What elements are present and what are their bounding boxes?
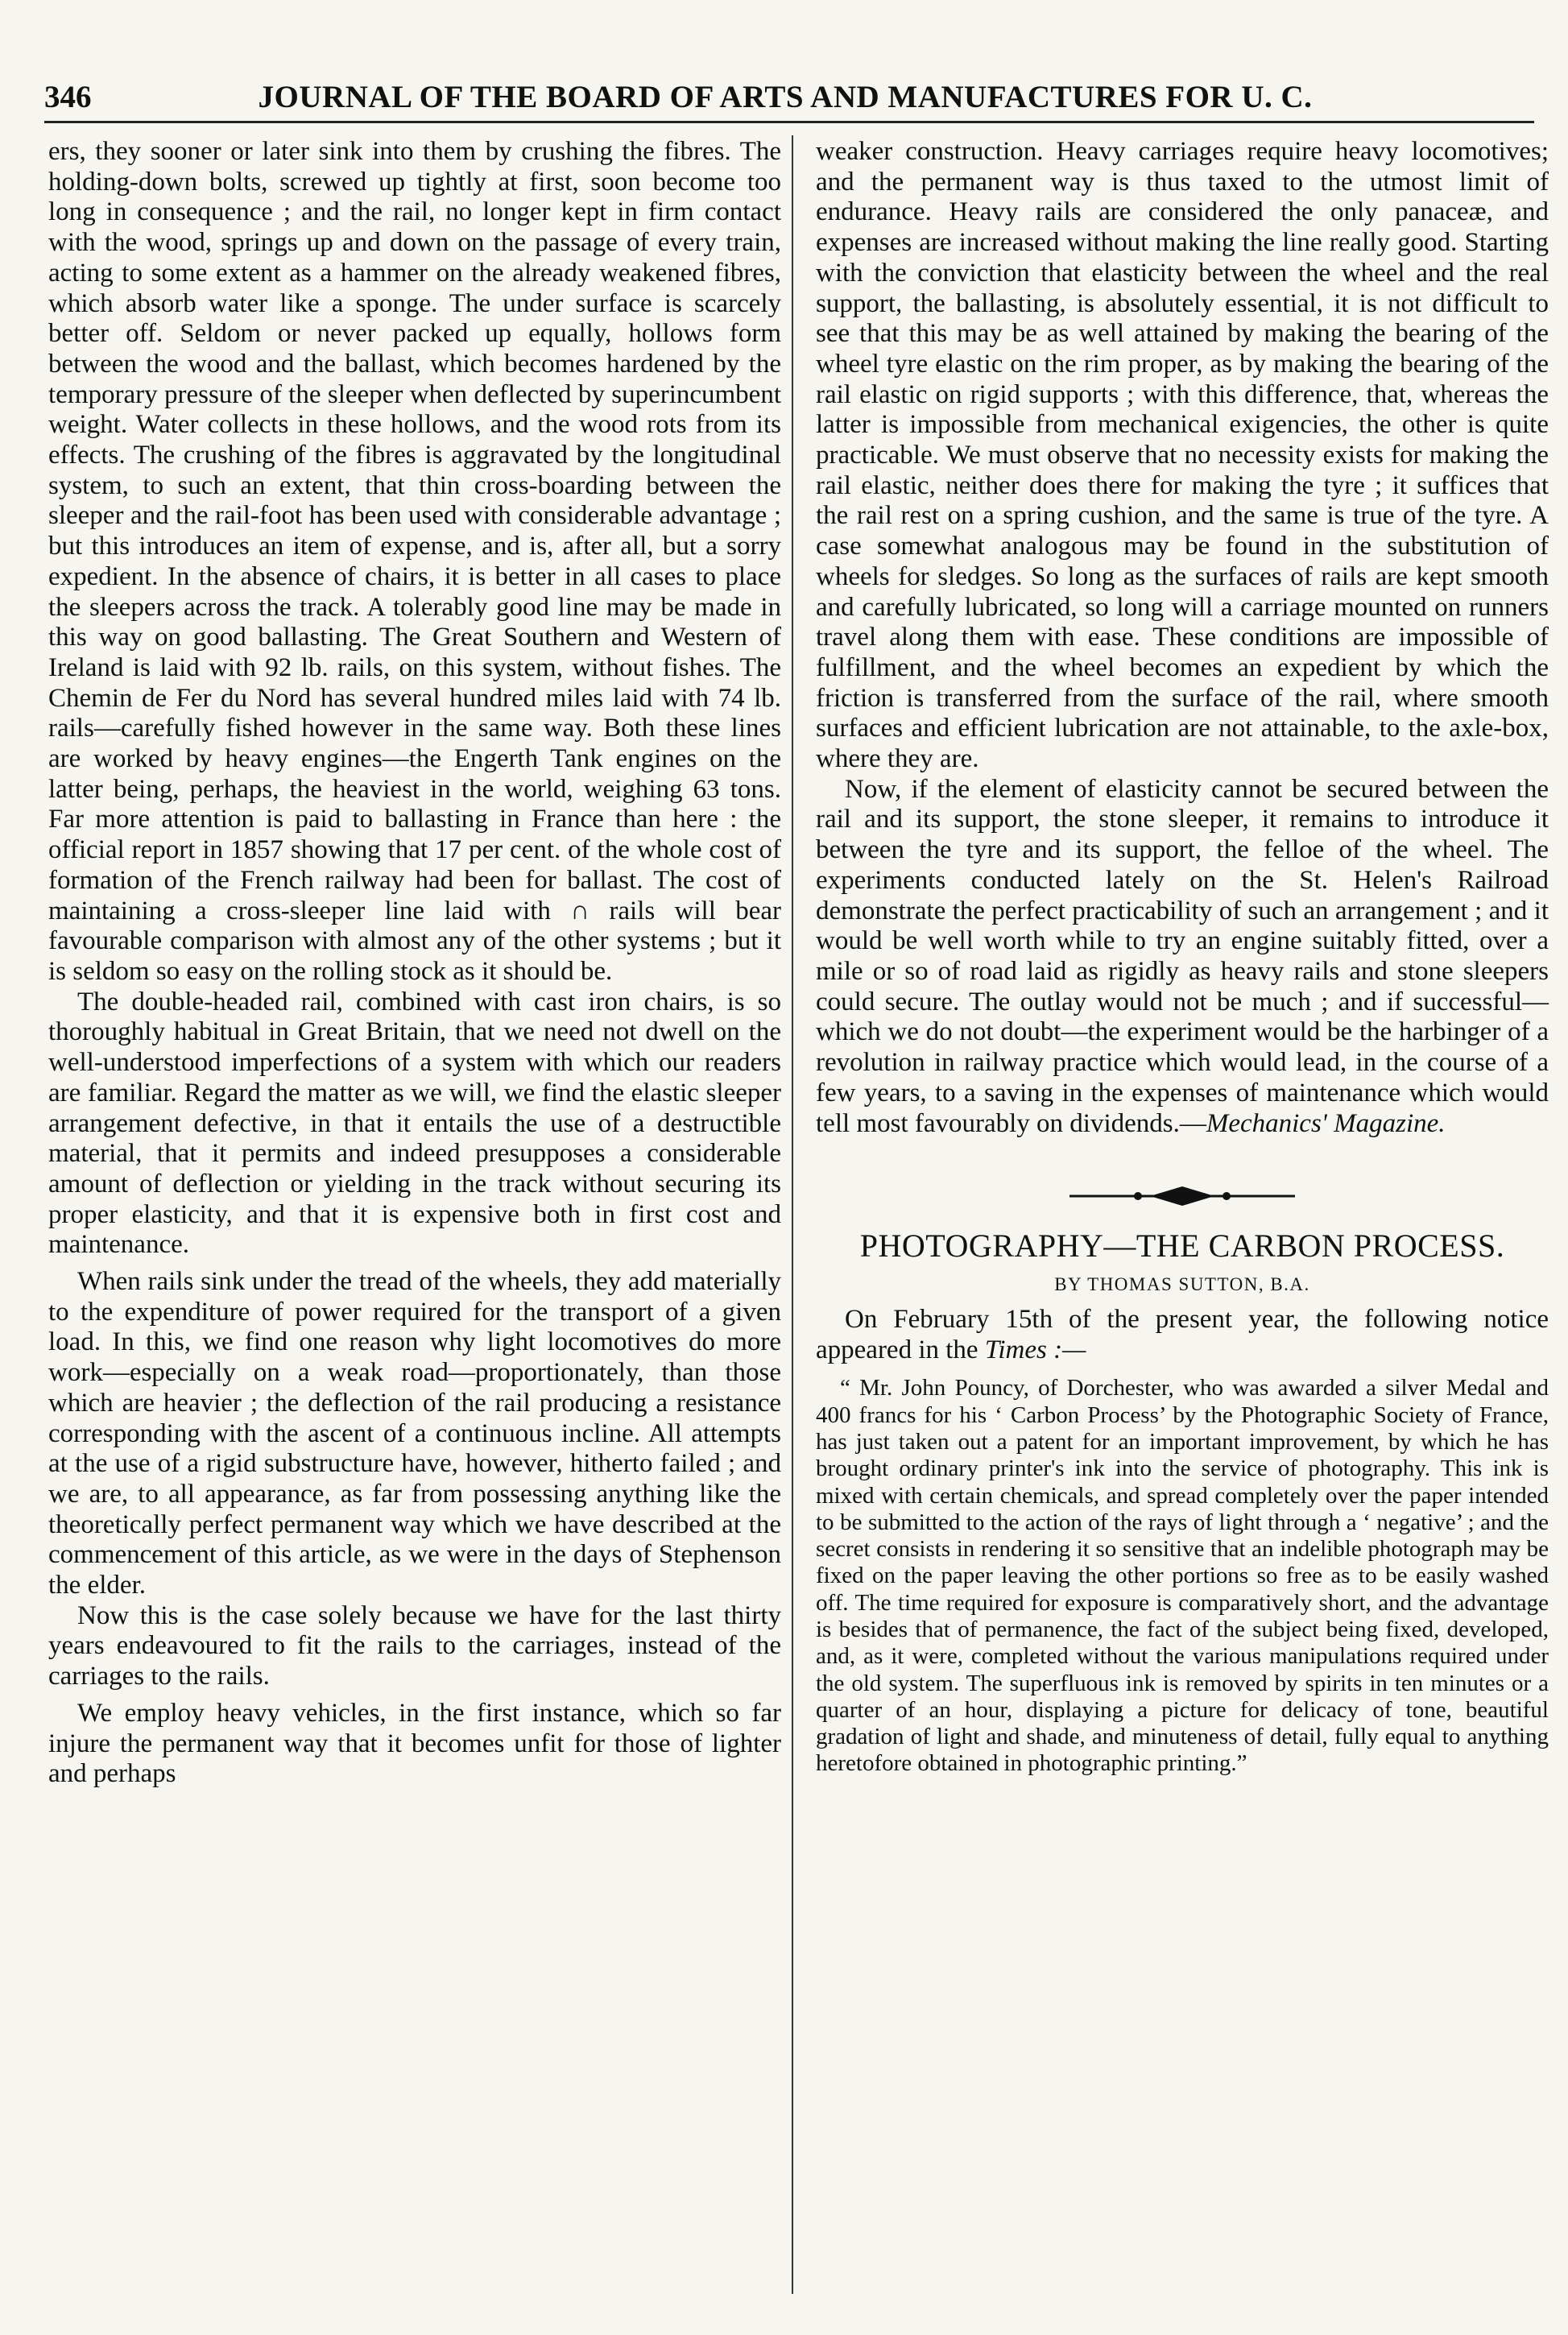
left-paragraph-3: When rails sink under the tread of the wheels, they add materially to the expenditure of power required for the transport of a given load. In this, we find one reason why light locomotives do more work—especially on a weak road—proportionately, than those which are heavier ; the deflection of the rail producing a resistance corresponding with the ascent of a continuous incline. All attempts at the use of a rigid substructure have, however, hitherto failed ; and we are, to all appearance, as far from possessing anything like the theoretically perfect permanent way which we have described at the commencement of this article, as we were in the days of Stephenson the elder. <box>48 1267 781 1600</box>
intro-source: Times :— <box>984 1335 1086 1364</box>
article-intro-text: On February 15th of the present year, the following notice appeared in the <box>816 1304 1549 1364</box>
article-quote <box>816 1375 1549 1777</box>
right-paragraph-2 <box>816 775 1549 1139</box>
left-column <box>48 137 781 1790</box>
header-rule <box>44 121 1534 123</box>
quote-paragraph: “ Mr. John Pouncy, of Dorchester, who was awarded a silver Medal and 400 francs for his ‘ Carbon Process’ by the Photographic Society of France, has just taken out a patent for an important improvement, by which he has brought ordinary printer's ink into the service of photography. This ink is mixed with certain chemicals, and spread completely over the paper intended to be submitted to the action of the rays of light through a ‘ negative’ ; and the secret consists in rendering it so sensitive that an indelible photograph may be fixed on the paper leaving the other portions so free as to be easily washed off. The time required for exposure is comparatively short, and the advantage is besides that of permanence, the fact of the subject being fixed, developed, and, as it were, completed without the various manipulations required under the old system. The superfluous ink is removed by spirits in ten minutes or a quarter of an hour, displaying a picture for delicacy of tone, beautiful gradation of light and shade, and minuteness of detail, fully equal to anything heretofore obtained in photographic printing.” <box>816 1375 1549 1777</box>
page-header <box>44 74 1526 119</box>
left-paragraph-4: Now this is the case solely because we have for the last thirty years endeavoured to fit the rails to the carriages, instead of the carriages to the rails. <box>48 1600 781 1691</box>
left-paragraph-1: ers, they sooner or later sink into them by crushing the fibres. The holding-down bolts, screwed up tightly at first, soon become too long in consequence ; and the rail, no longer kept in firm contact with the wood, springs up and down on the passage of every train, acting to some extent as a hammer on the already weakened fibres, which absorb water like a sponge. The under surface is scarcely better off. Seldom or never packed up equally, hollows form between the wood and the ballast, which becomes hardened by the temporary pressure of the sleeper when deflected by superincumbent weight. Water collects in these hollows, and the wood rots from its effects. The crushing of the fibres is aggravated by the longitudinal system, to such an extent, that thin cross-boarding between the sleeper and the rail-foot has been used with considerable advantage ; but this introduces an item of expense, and is, after all, but a sorry expedient. In the absence of chairs, it is better in all cases to place the sleepers across the track. A tolerably good line may be made in this way on good ballasting. The Great Southern and Western of Ireland is laid with 92 lb. rails, on this system, without fishes. The Chemin de Fer du Nord has several hundred miles laid with 74 lb. rails—carefully fished however in the same way. Both these lines are worked by heavy engines—the Engerth Tank engines on the latter being, perhaps, the heaviest in the world, weighing 63 tons. Far more attention is paid to ballasting in France than here : the official report in 1857 showing that 17 per cent. of the whole cost of formation of the French railway had been for ballast. The cost of maintaining a cross-sleeper line laid with ∩ rails will bear favourable comparison with almost any of the other systems ; but it is seldom so easy on the rolling stock as it should be. <box>48 137 781 986</box>
article-title: PHOTOGRAPHY—THE CARBON PROCESS. <box>859 1228 1505 1265</box>
section-divider-ornament <box>1061 1182 1303 1210</box>
article-byline: BY THOMAS SUTTON, B.A. <box>1054 1274 1310 1295</box>
column-divider <box>792 135 793 2294</box>
right-paragraph-1: weaker construction. Heavy carriages require heavy locomotives; and the permanent way is thus taxed to the utmost limit of endurance. Heavy rails are considered the only panaceæ, and expenses are increased without making the line really good. Starting with the conviction that elasticity between the wheel and the real support, the ballasting, is absolutely essential, it is not difficult to see that this may be as well attained by making the bearing of the wheel tyre elastic on the rim proper, as by making the bearing of the rail elastic on rigid supports ; with this difference, that, whereas the latter is impossible from mechanical exigencies, the other is quite practicable. We must observe that no necessity exists for making the rail elastic, neither does there for making the tyre ; it suffices that the rail rest on a spring cushion, and the same is true of the tyre. A case somewhat analogous may be found in the substitution of wheels for sledges. So long as the surfaces of rails are kept smooth and carefully lubricated, so long will a carriage mounted on runners travel along them with ease. These conditions are impossible of fulfillment, and the wheel becomes an expedient by which the friction is transferred from the surface of the rail, where smooth surfaces and efficient lubrication are not attainable, to the axle-box, where they are. <box>816 137 1549 774</box>
left-paragraph-5: We employ heavy vehicles, in the first instance, which so far injure the permanent way that it becomes unfit for those of lighter and perhaps <box>48 1698 781 1789</box>
page-number: 346 <box>44 79 92 114</box>
running-title: JOURNAL OF THE BOARD OF ARTS AND MANUFACTURES FOR U. C. <box>258 79 1313 114</box>
source-citation: Mechanics' Magazine. <box>1206 1108 1446 1138</box>
right-paragraph-2-text: Now, if the element of elasticity cannot be secured between the rail and its support, the stone sleeper, it remains to introduce it between the tyre and its support, the felloe of the wheel. The experiments conducted lately on the St. Helen's Railroad demonstrate the perfect practicability of such an arrangement ; and it would be well worth while to try an engine suitably fitted, over a mile or so of road laid as rigidly as heavy rails and stone sleepers could secure. The outlay would not be much ; and if successful—which we do not doubt—the experiment would be the harbinger of a revolution in railway practice which would lead, in the course of a few years, to a saving in the expenses of maintenance which would tell most favourably on dividends.— <box>816 774 1549 1138</box>
right-column <box>816 137 1549 1778</box>
left-paragraph-2: The double-headed rail, combined with cast iron chairs, is so thoroughly habitual in Great Britain, that we need not dwell on the well-understood imperfections of a system with which our readers are familiar. Regard the matter as we will, we find the elastic sleeper arrangement defective, in that it entails the use of a destructible material, that it permits and indeed presupposes a considerable amount of deflection or yielding in the track without securing its proper elasticity, and that it is expensive both in first cost and maintenance. <box>48 987 781 1260</box>
article-intro <box>816 1305 1549 1365</box>
